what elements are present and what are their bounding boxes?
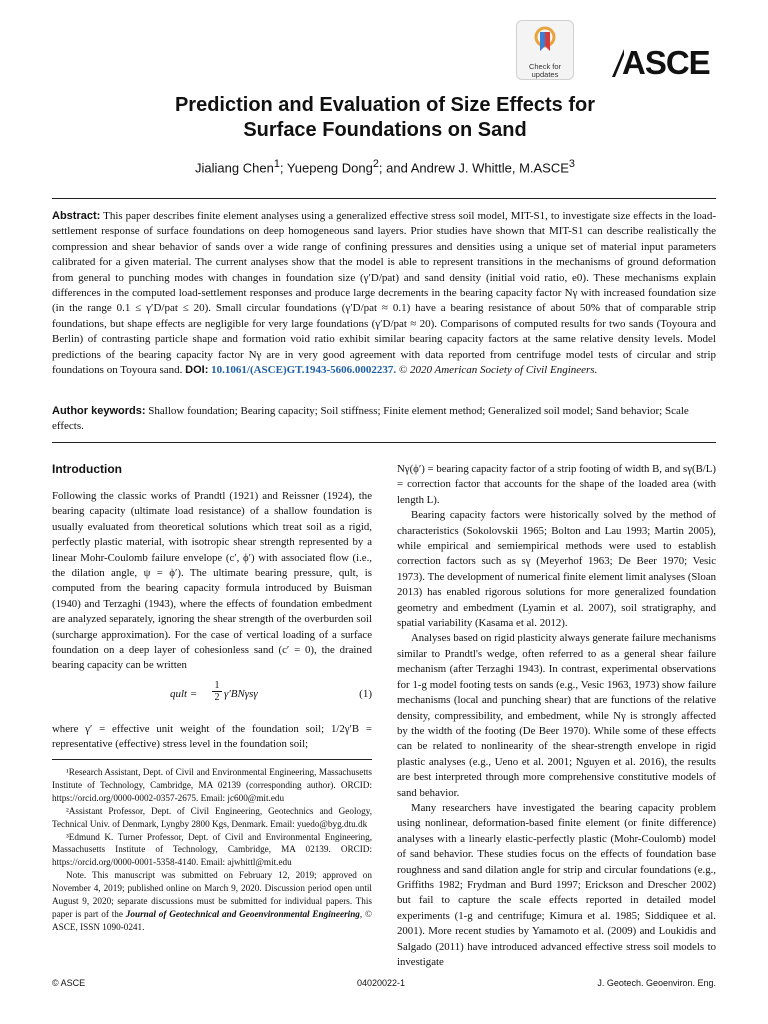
right-paragraph-0: Nγ(ϕ′) = bearing capacity factor of a strip footing of width B, and sγ(B/L) = correction factor that accounts for the shape of the loaded area (with length L). bbox=[397, 463, 716, 506]
equation-number: (1) bbox=[359, 688, 372, 700]
equation-lhs: qult = bbox=[170, 688, 198, 700]
right-paragraph-3: Many researchers have investigated the bearing capacity problem using nonlinear, deformation-based finite element (or finite difference) analyses with a linearly elastic-perfectly plastic (Mohr-Coulomb) model of sand behavior. These studies focus on the effects of foundation base roughness and sand dilation angle for strip and circular foundations (e.g., Griffiths 1982; Frydman and Burd 1997; Erickson and Drescher 2002) but fail to capture the scale effects reported in detailed model experiments (1-g and centrifuge; Kimura et al. 1985; Siddiquee et al. 2001). More recent studies by Yamamoto et al. (2009) and Loukidis and Salgado (2011) have introduced advanced effective stress soil models to investigate bbox=[397, 801, 716, 968]
author-keywords bbox=[52, 404, 716, 435]
abstract-label: Abstract: bbox=[52, 210, 101, 222]
manuscript-note bbox=[52, 869, 372, 934]
paper-title bbox=[60, 93, 710, 143]
author-1-affil: 1 bbox=[273, 158, 280, 170]
left-column-paragraph-2: where γ′ = effective unit weight of the foundation soil; 1/2γ′B = representative (effective) stress level in the foundation soil; bbox=[52, 723, 372, 751]
logo-text: ASCE bbox=[622, 44, 710, 81]
bookmark-icon bbox=[532, 26, 558, 56]
copyright: © 2020 American Society of Civil Engineers. bbox=[398, 364, 598, 377]
abstract-text: This paper describes finite element analyses using a generalized effective stress soil model, MIT-S1, to investigate size effects in the load-settlement response of surface foundations on deep homogeneous sand layers. Prior studies have shown that MIT-S1 can describe realistically the compression and shear behavior of sands over a wide range of confining pressures and densities using a unique set of material input parameters calibrated for a given material. The current analyses show that the model is able to represent transitions in the mechanisms of ground deformation from general to punching modes with changes in foundation size (γ′D/pat) and sand density (initial void ratio, e0). These mechanisms explain differences in the computed load-settlement responses and produce large decrements in the bearing capacity factor Nγ with increased foundation size (in the range 0.1 ≤ γ′D/pat ≤ 20). Small circular foundations (γ′D/pat ≈ 0.1) have a bearing resistance of about 50% that of comparable strip foundations, but shape effects are negligible for very large foundations (γ′D/pat ≈ 20). Comparisons of computed results for two sands (Toyoura and Berlin) of contrasting particle shape and formation void ratio exhibit similar bearing capacity factors at the same relative density levels. Model predictions of the bearing capacity factor Nγ are in very good agreement with data reported from centrifuge model tests of circular and strip foundations on Toyoura sand. bbox=[52, 210, 716, 377]
doi-label: DOI: bbox=[185, 364, 209, 377]
equation-fraction bbox=[212, 680, 222, 703]
right-paragraph-2: Analyses based on rigid plasticity always generate failure mechanisms similar to Prandtl's wedge, often referred to as a general shear failure mechanism (after Terzaghi 1943). In contrast, experimental observations for 1-g model footing tests on sands (e.g., Vesic 1963, 1973) show failure mechanisms (local and punching shear) that are functions of the relative density, compressibility, and embedment, while Nγ is strongly affected by the width of the footing (De Beer 1970). While some of these effects can be related to nonlinearity of the shear-strength envelope in rigid plastic analyses (e.g., Ueno et al. 2001; Nguyen et al. 2016), the results are best interpreted through more comprehensive constitutive models of sand behavior. bbox=[397, 632, 716, 799]
author-3: ; and Andrew J. Whittle, M.ASCE bbox=[378, 160, 569, 176]
badge-line1: Check for bbox=[528, 62, 562, 71]
journal-name: Journal of Geotechnical and Geoenvironmental Engineering bbox=[125, 908, 360, 919]
keywords-text: Shallow foundation; Bearing capacity; Soil stiffness; Finite element method; Generalized soil model; Sand behavior; Scale effects. bbox=[52, 405, 689, 433]
author-2-affil: 2 bbox=[372, 158, 379, 170]
author-list bbox=[60, 158, 710, 175]
right-paragraph-1: Bearing capacity factors were historically solved by the method of characteristics (Sokolovskii 1965; Bolton and Lau 1993; Martin 2005), while empirical and semiempirical methods were used to establish correction factors such as sγ (Meyerhof 1963; De Beer 1970; Vesic 1973). The development of numerical finite element limit analyses (Sloan 2013) has enabled rigorous solutions for more generalized foundation geometry and embedment (Lyamin et al. 2007), soil stratigraphy, and spatial variability (Kasama et al. 2012). bbox=[397, 509, 717, 630]
equation-rhs: γ′BNγsγ bbox=[224, 688, 258, 700]
publisher-logo bbox=[612, 44, 710, 82]
note-text-b: , © ASCE, ISSN 1090-0241. bbox=[52, 908, 373, 932]
right-column bbox=[397, 462, 716, 970]
footnotes bbox=[52, 766, 372, 934]
footnote-3: ³Edmund K. Turner Professor, Dept. of Civil and Environmental Engineering, Massachusetts Institute of Technology, Cambridge, MA 02139. ORCID: https://orcid.org/0000-0001-5358-4140. Email: ajwhittl@mit.edu bbox=[52, 831, 372, 868]
left-column-paragraph-1: Following the classic works of Prandtl (1921) and Reissner (1924), the bearing capacity (ultimate load resistance) of a shallow foundation is usually evaluated from theoretical solutions which treat soil as a rigid, perfectly plastic material, with isotropic shear strength represented by a linear Mohr-Coulomb failure envelope (c′, ϕ′) with associated flow (i.e., the dilation angle, ψ = ϕ′). The ultimate bearing pressure, qult, is computed from the bearing capacity formula introduced by Buisman (1940) and Terzaghi (1943), where the effects of foundation embedment are analyzed separately, ignoring the shear strength of the overburden soil (surcharge approximation). For the case of vertical loading of a surface foundation on a deep layer of cohesionless sand (c′ = 0), the drained bearing capacity can be written bbox=[52, 490, 372, 672]
check-for-updates-badge[interactable] bbox=[516, 20, 574, 80]
keywords-label: Author keywords: bbox=[52, 405, 146, 417]
top-divider bbox=[52, 198, 716, 199]
footnote-2: ²Assistant Professor, Dept. of Civil Engineering, Geotechnics and Geology, Technical Univ. of Denmark, Lyngby 2800 Kgs, Denmark. Email: yuedo@byg.dtu.dk bbox=[52, 805, 372, 829]
equation-1 bbox=[52, 680, 372, 714]
footnote-1: ¹Research Assistant, Dept. of Civil and Environmental Engineering, Massachusetts Institute of Technology, Cambridge, MA 02139 (corresponding author). ORCID: https://orcid.org/0000-0002-0357-2675. Email: jc600@mit.edu bbox=[52, 767, 372, 803]
footnote-divider bbox=[52, 759, 372, 760]
keywords-divider bbox=[52, 442, 716, 443]
author-3-affil: 3 bbox=[568, 158, 575, 170]
title-line2: Surface Foundations on Sand bbox=[243, 119, 527, 141]
doi-link[interactable]: 10.1061/(ASCE)GT.1943-5606.0002237. bbox=[211, 364, 397, 377]
author-1: Jialiang Chen bbox=[195, 160, 274, 176]
section-heading-introduction: Introduction bbox=[52, 462, 122, 476]
abstract bbox=[52, 209, 716, 378]
fraction-numerator: 1 bbox=[214, 680, 220, 691]
note-text-a: Note. This manuscript was submitted on February 12, 2019; approved on November 4, 2019; published online on March 9, 2020. Discussion period open until August 9, 2020; separate discussions must be submitted for individual papers. This paper is part of the bbox=[52, 870, 372, 919]
fraction-denominator: 2 bbox=[212, 691, 222, 703]
author-2: ; Yuepeng Dong bbox=[279, 160, 373, 176]
footer-copyright: © ASCE bbox=[52, 978, 86, 988]
title-line1: Prediction and Evaluation of Size Effects for bbox=[174, 94, 596, 116]
badge-line2: updates bbox=[531, 70, 559, 79]
footer-article-number: 04020022-1 bbox=[357, 978, 406, 988]
footer-journal: J. Geotech. Geoenviron. Eng. bbox=[597, 978, 716, 988]
